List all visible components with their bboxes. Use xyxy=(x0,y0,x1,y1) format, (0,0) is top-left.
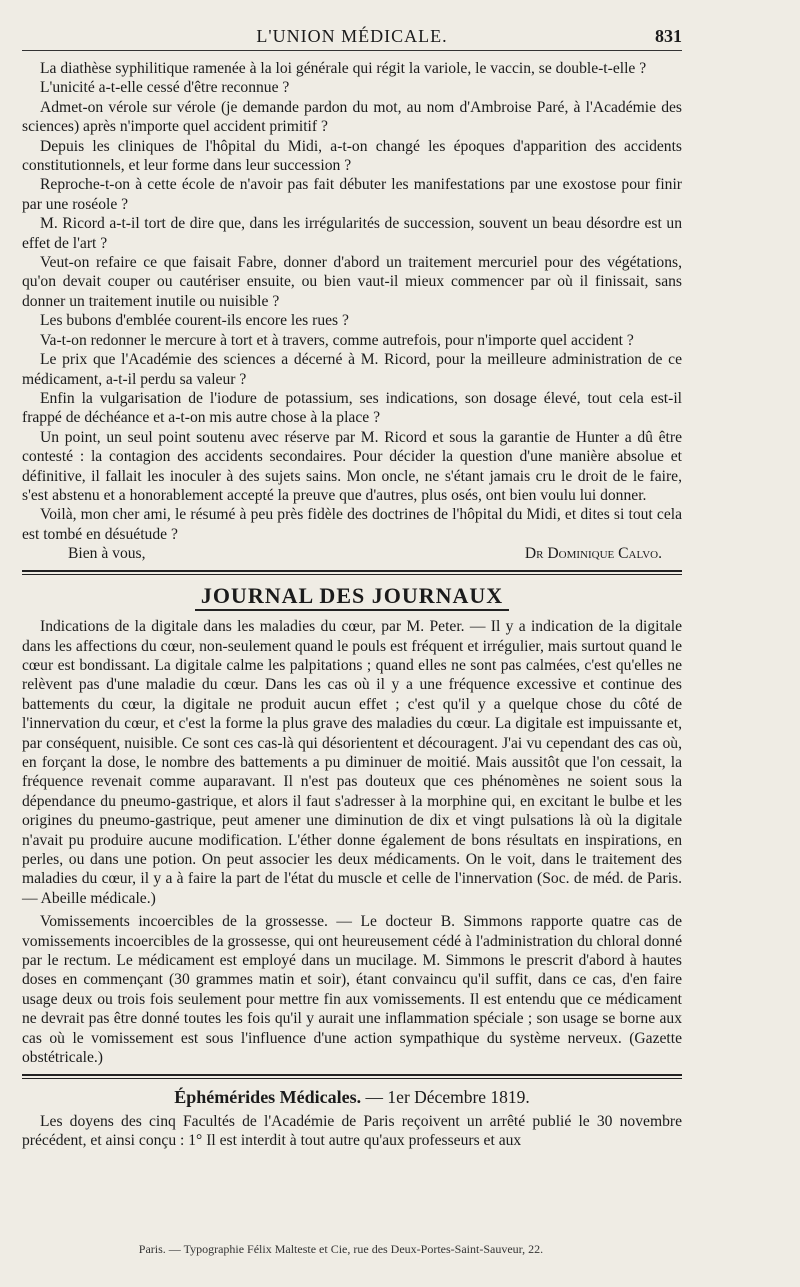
letter-paragraph: La diathèse syphilitique ramenée à la loi générale qui régit la variole, le vaccin, se double-t-elle ? xyxy=(40,60,647,77)
letter-closing xyxy=(22,544,682,564)
ephemerides-date: — 1er Décembre 1819. xyxy=(365,1086,530,1107)
printer-imprint: Paris. — Typographie Félix Malteste et Cie, rue des Deux-Portes-Saint-Sauveur, 22. xyxy=(138,1242,544,1256)
letter-paragraph: Veut-on refaire ce que faisait Fabre, donner d'abord un traitement mercuriel pour des végétations, qu'on devait couper ou cautériser ensuite, ou bien vaut-il mieux commencer par où il finissait, sans donner un traitement inutile ou nuisible ? xyxy=(22,254,682,310)
letter-paragraph: Reproche-t-on à cette école de n'avoir pas fait débuter les manifestations par une exostose pour finir par une roséole ? xyxy=(22,176,682,213)
section-divider xyxy=(22,1074,682,1079)
letter-paragraph: Le prix que l'Académie des sciences a décerné à M. Ricord, pour la meilleure administration de ce médicament, a-t-il perdu sa valeur ? xyxy=(22,351,682,388)
page-number: 831 xyxy=(655,26,682,46)
ephemerides-text: Les doyens des cinq Facultés de l'Académie de Paris reçoivent un arrêté publié le 30 novembre précédent, et ainsi conçu : 1° Il est interdit à tout autre qu'aux professeurs et aux xyxy=(22,1112,682,1149)
running-head xyxy=(22,26,682,51)
running-title: L'UNION MÉDICALE. xyxy=(256,26,448,46)
journal-articles xyxy=(22,617,682,1067)
ephemerides-title: Éphémérides Médicales. xyxy=(174,1086,362,1107)
letter-paragraph: Depuis les cliniques de l'hôpital du Midi, a-t-on changé les époques d'apparition des accidents constitutionnels, et leur forme dans leur succession ? xyxy=(22,137,682,175)
closing-salutation: Bien à vous, xyxy=(68,545,146,563)
section-title-text: JOURNAL DES JOURNAUX xyxy=(195,583,509,611)
letter-paragraph: Voilà, mon cher ami, le résumé à peu près fidèle des doctrines de l'hôpital du Midi, et dites si tout cela est tombé en désuétude ? xyxy=(22,506,682,543)
letter-paragraph: M. Ricord a-t-il tort de dire que, dans les irrégularités de succession, souvent un beau désordre est un effet de l'art ? xyxy=(22,215,682,252)
letter-paragraph: Admet-on vérole sur vérole (je demande pardon du mot, au nom d'Ambroise Paré, à l'Académie des sciences) après n'importe quel accident primitif ? xyxy=(22,98,682,136)
article-paragraph: Indications de la digitale dans les maladies du cœur, par M. Peter. — Il y a indication de la digitale dans les affections du cœur, non-seulement quand le pouls est fréquent et irrégulier, mais surtout quand le cœur est bondissant. La digitale calme les palpitations ; quand elles ne sont pas calmées, c'est qu'elles ne relèvent pas d'une maladie du cœur. Dans les cas où il y a une fréquence excessive et continue des battements du cœur, la digitale ne produit aucun effet ; c'est qu'il y a quelque chose du côté de l'innervation du cœur, et c'est la forme la plus grave des maladies du cœur. La digitale est impuissante et, par conséquent, nuisible. Ce sont ces cas-là qui désorientent et découragent. J'ai vu cependant des cas où, en forçant la dose, le nombre des battements a pu diminuer de moitié. Mais aussitôt que l'on cessait, la fréquence revenait comme auparavant. Il n'est pas douteux que ces phénomènes ne soient sous la dépendance du pneumo-gastrique, et alors il faut s'adresser à la morphine qui, en excitant le bulbe et les origines du pneumo-gastrique, peut amener une diminution de dix et vingt pulsations là où la digitale n'avait pu produire aucune modification. L'éther donne également de bons résultats en inspirations, en perles, ou dans une potion. On peut associer les deux médicaments. On le voit, dans le traitement des maladies du cœur, il y a à faire la part de l'état du muscle et celle de l'innervation (Soc. de méd. de Paris. — Abeille médicale.) xyxy=(22,618,682,907)
signature: Dr Dominique Calvo. xyxy=(524,545,662,563)
letter-paragraph: Les bubons d'emblée courent-ils encore les rues ? xyxy=(40,312,349,330)
letter-paragraph: L'unicité a-t-elle cessé d'être reconnue ? xyxy=(40,79,290,97)
article-paragraph: Vomissements incoercibles de la grossesse. — Le docteur B. Simmons rapporte quatre cas de vomissements incoercibles de la grossesse, qui ont heureusement cédé à l'administration du chloral donné par le rectum. Le médicament est employé dans un mucilage. M. Simmons le prescrit d'abord à hautes doses en commençant (30 grammes matin et soir), étant convaincu qu'il suffit, dans ce cas, d'en faire usage deux ou trois fois seulement pour mettre fin aux vomissements. Il est entendu que ce médicament ne devrait pas être donné toutes les fois qu'il y aurait une inflammation spéciale ; son usage se borne aux cas où le vomissement est sous l'influence d'une action sympathique du système nerveux. (Gazette obstétricale.) xyxy=(22,913,682,1067)
letter-body xyxy=(22,59,682,564)
section-divider xyxy=(22,570,682,575)
letter-paragraph: Va-t-on redonner le mercure à tort et à travers, comme autrefois, pour n'importe quel accident ? xyxy=(40,331,634,349)
section-title xyxy=(22,583,682,609)
letter-paragraph: Un point, un seul point soutenu avec réserve par M. Ricord et sous la garantie de Hunter a dû être contesté : la contagion des accidents secondaires. Pour décider la question d'une manière absolue et définitive, il fallait les inoculer à des sujets sains. Mon oncle, ne s'étant jamais cru le droit de le faire, s'est abstenu et a honorablement accepté la preuve que d'autres, plus osés, ont bien voulu lui donner. xyxy=(22,428,682,504)
ephemerides-heading xyxy=(22,1087,682,1108)
letter-paragraph: Enfin la vulgarisation de l'iodure de potassium, ses indications, son dosage élevé, tout cela est-il frappé de déchéance et a-t-on mis autre chose à la place ? xyxy=(22,389,682,427)
